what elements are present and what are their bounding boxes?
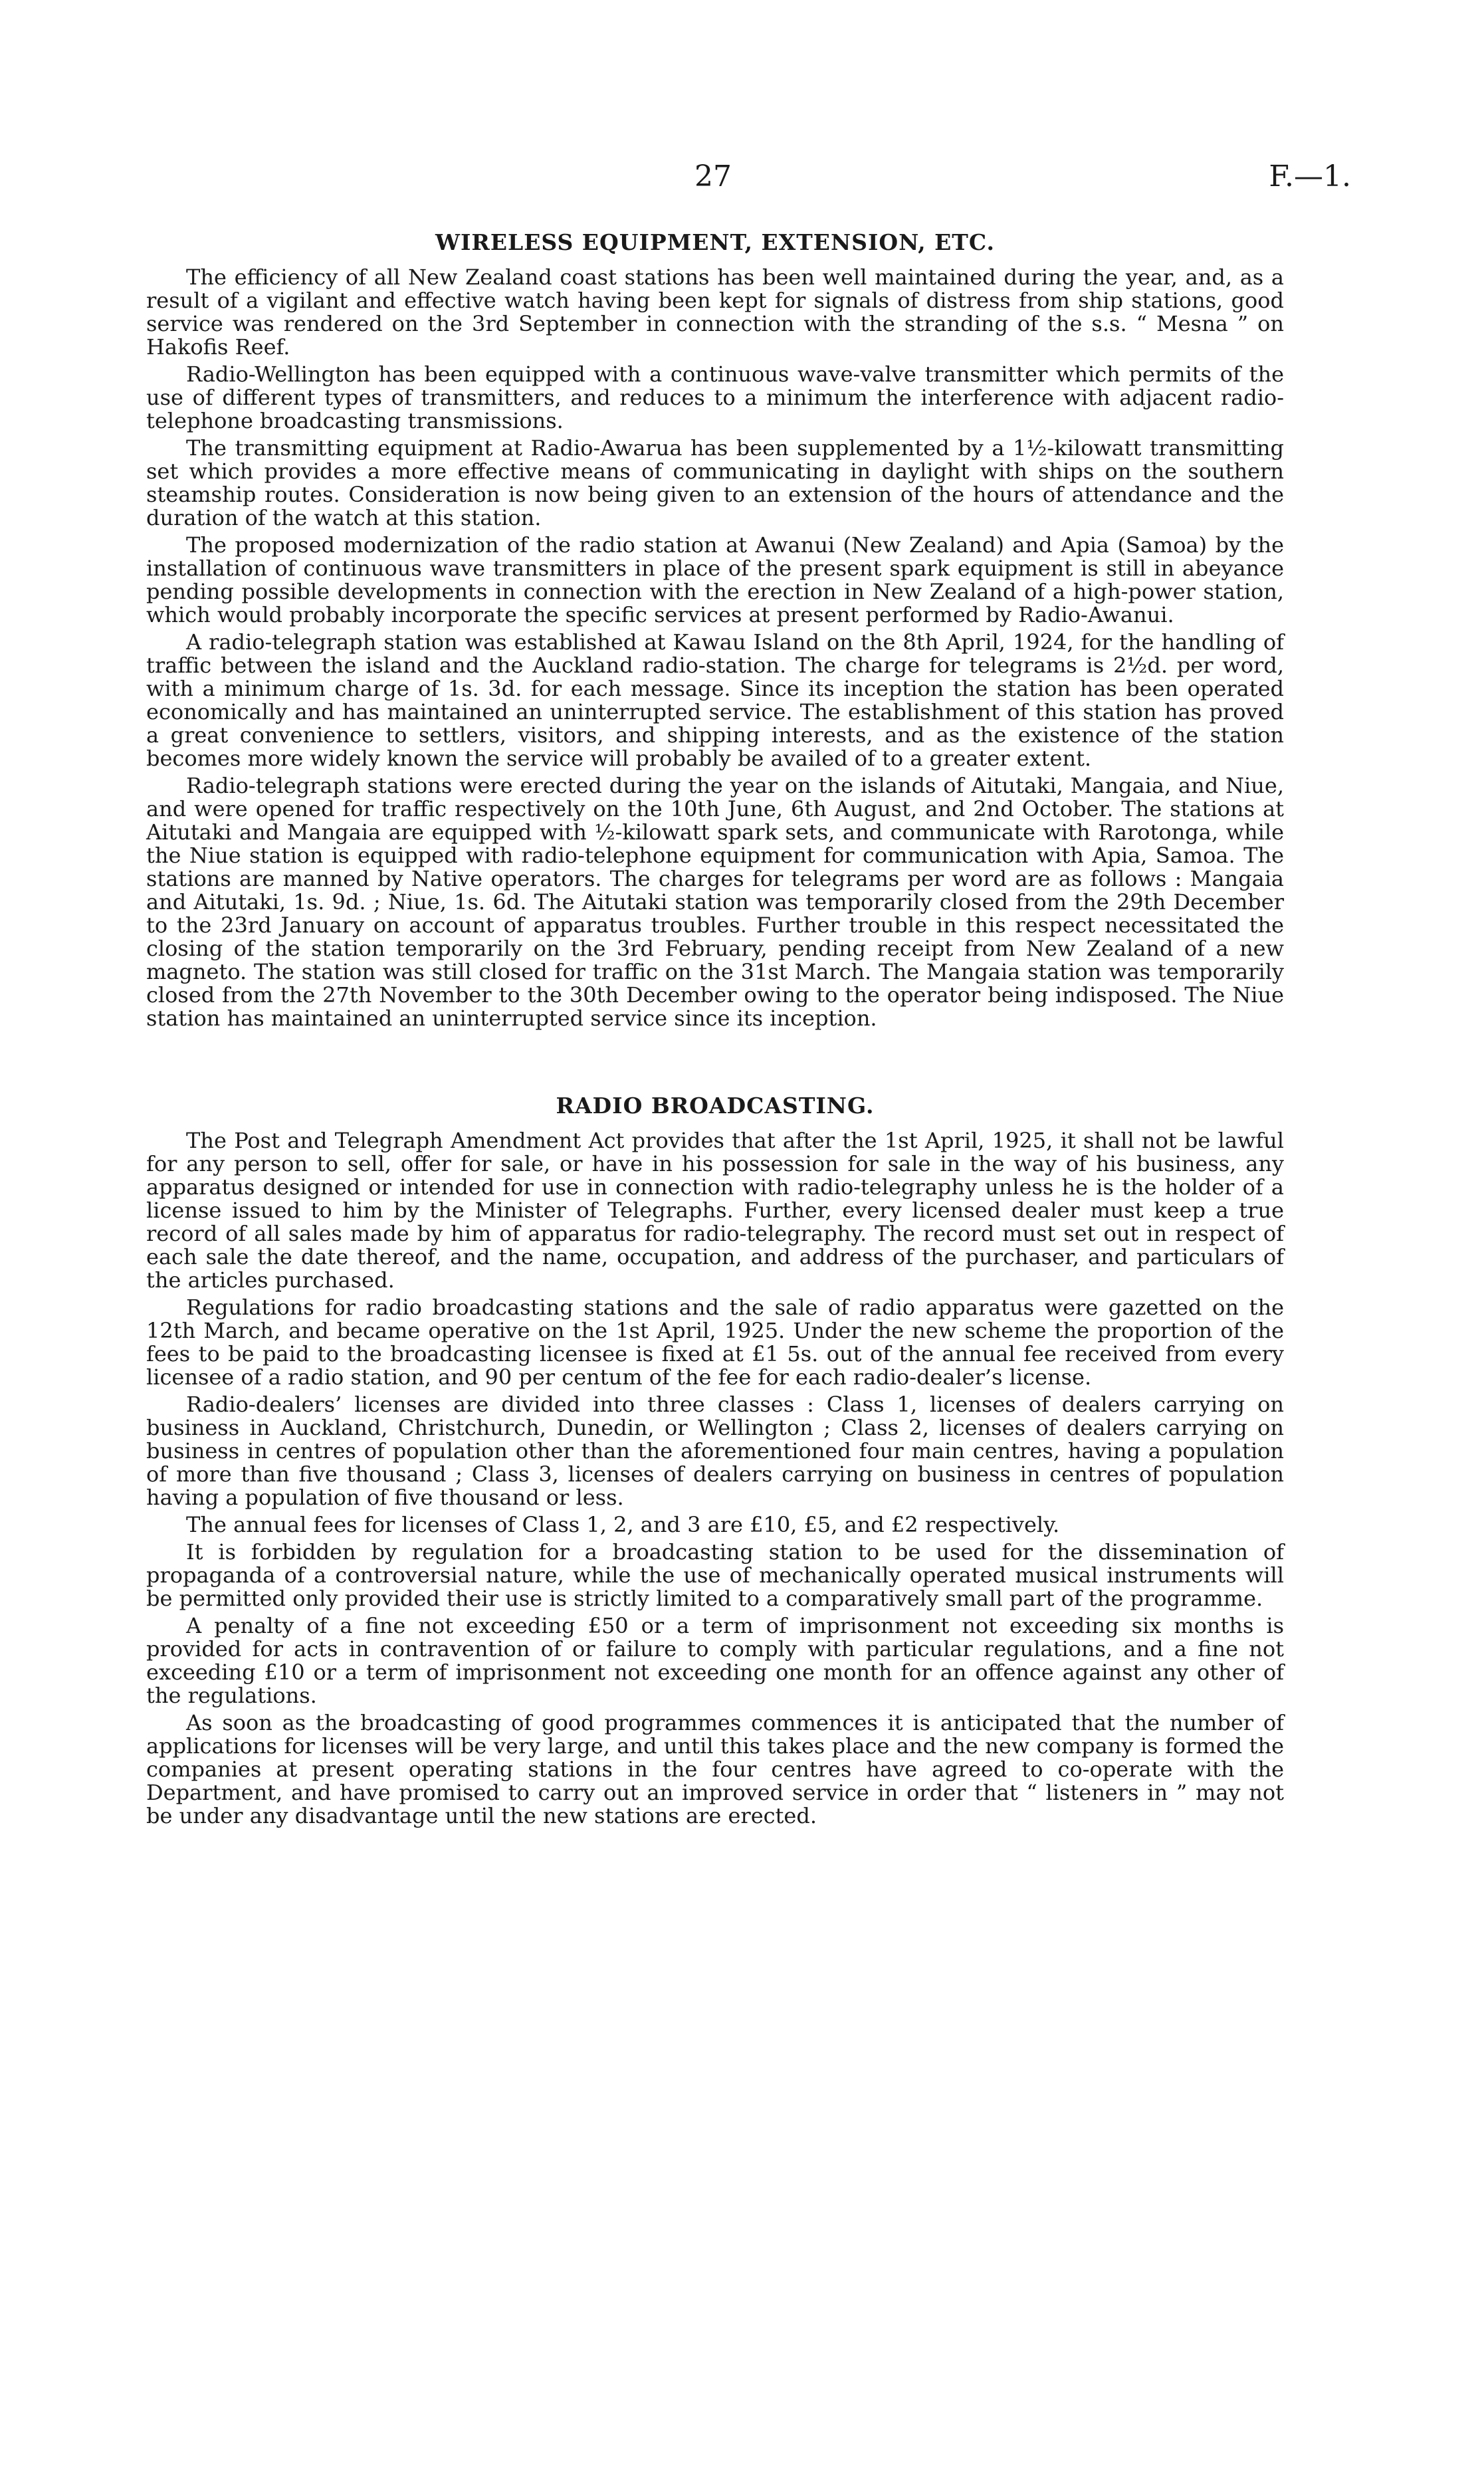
document-reference: F.—1.: [1269, 160, 1351, 193]
paragraph: A radio-telegraph station was established at Kawau Island on the 8th April, 1924, for the handling of traffic between the island and the Auckland radio-station. The charge for telegrams is 2½d. per word, with a minimum charge of 1s. 3d. for each message. Since its inception the station has been operated economically and has maintained an uninterrupted service. The establishment of this station has proved a great convenience to settlers, visitors, and shipping interests, and as the existence of the station becomes more widely known the service will probably be availed of to a greater extent.: [146, 629, 1284, 771]
paragraph: As soon as the broadcasting of good programmes commences it is anticipated that the number of applications for licenses will be very large, and until this takes place and the new company is formed the companies at present operating stations in the four centres have agreed to co-operate with the Department, and have promised to carry out an improved service in order that “ listeners in ” may not be under any disadvantage until the new stations are erected.: [146, 1710, 1284, 1828]
paragraph: Regulations for radio broadcasting stations and the sale of radio apparatus were gazetted on the 12th March, and became operative on the 1st April, 1925. Under the new scheme the proportion of the fees to be paid to the broadcasting licensee is fixed at £1 5s. out of the annual fee received from every licensee of a radio station, and 90 per centum of the fee for each radio-dealer’s license.: [146, 1295, 1284, 1390]
page-body: [146, 229, 1284, 1832]
section-wireless-equipment: [146, 229, 1284, 1030]
paragraph: Radio-telegraph stations were erected during the year on the islands of Aitutaki, Mangaia, and Niue, and were opened for traffic respectively on the 10th June, 6th August, and 2nd October. The stations at Aitutaki and Mangaia are equipped with ½-kilowatt spark sets, and communicate with Rarotonga, while the Niue station is equipped with radio-telephone equipment for communication with Apia, Samoa. The stations are manned by Native operators. The charges for telegrams per word are as follows : Mangaia and Aitutaki, 1s. 9d. ; Niue, 1s. 6d. The Aitutaki station was temporarily closed from the 29th December to the 23rd January on account of apparatus troubles. Further trouble in this respect necessitated the closing of the station temporarily on the 3rd February, pending receipt from New Zealand of a new magneto. The station was still closed for traffic on the 31st March. The Mangaia station was temporarily closed from the 27th November to the 30th December owing to the operator being indisposed. The Niue station has maintained an uninterrupted service since its inception.: [146, 773, 1284, 1031]
paragraph: It is forbidden by regulation for a broadcasting station to be used for the dissemination of propaganda of a controversial nature, while the use of mechanically operated musical instruments will be permitted only provided their use is strictly limited to a comparatively small part of the programme.: [146, 1539, 1284, 1611]
paragraph: A penalty of a fine not exceeding £50 or a term of imprisonment not exceeding six months is provided for acts in contravention of or failure to comply with particular regulations, and a fine not exceeding £10 or a term of imprisonment not exceeding one month for an offence against any other of the regulations.: [146, 1613, 1284, 1708]
section-spacer: [146, 1034, 1284, 1093]
paragraph: The Post and Telegraph Amendment Act provides that after the 1st April, 1925, it shall not be lawful for any person to sell, offer for sale, or have in his possession for sale in the way of his business, any apparatus designed or intended for use in connection with radio-telegraphy unless he is the holder of a license issued to him by the Minister of Telegraphs. Further, every licensed dealer must keep a true record of all sales made by him of apparatus for radio-telegraphy. The record must set out in respect of each sale the date thereof, and the name, occupation, and address of the purchaser, and particulars of the articles purchased.: [146, 1128, 1284, 1293]
section-title: RADIO BROADCASTING.: [556, 1093, 875, 1119]
paragraph: The proposed modernization of the radio station at Awanui (New Zealand) and Apia (Samoa) by the installation of continuous wave transmitters in place of the present spark equipment is still in abeyance pending possible developments in connection with the erection in New Zealand of a high-power station, which would probably incorporate the specific services at present performed by Radio-Awanui.: [146, 532, 1284, 627]
paragraph: The efficiency of all New Zealand coast stations has been well maintained during the year, and, as a result of a vigilant and effective watch having been kept for signals of distress from ship stations, good service was rendered on the 3rd September in connection with the stranding of the s.s. “ Mesna ” on Hakofis Reef.: [146, 265, 1284, 360]
paragraph: Radio-Wellington has been equipped with a continuous wave-valve transmitter which permits of the use of different types of transmitters, and reduces to a minimum the interference with adjacent radio-telephone broadcasting transmissions.: [146, 362, 1284, 433]
section-radio-broadcasting: [146, 1093, 1284, 1828]
section-title: WIRELESS EQUIPMENT, EXTENSION, ETC.: [435, 229, 996, 255]
paragraph: The transmitting equipment at Radio-Awarua has been supplemented by a 1½-kilowatt transmitting set which provides a more effective means of communicating in daylight with ships on the southern steamship routes. Consideration is now being given to an extension of the hours of attendance and the duration of the watch at this station.: [146, 435, 1284, 530]
paragraph: Radio-dealers’ licenses are divided into three classes : Class 1, licenses of dealers carrying on business in Auckland, Christchurch, Dunedin, or Wellington ; Class 2, licenses of dealers carrying on business in centres of population other than the aforementioned four main centres, having a population of more than five thousand ; Class 3, licenses of dealers carrying on business in centres of population having a population of five thousand or less.: [146, 1392, 1284, 1510]
page-number: 27: [694, 160, 732, 193]
page-header: [0, 160, 1484, 206]
paragraph: The annual fees for licenses of Class 1, 2, and 3 are £10, £5, and £2 respectively.: [186, 1512, 1060, 1537]
